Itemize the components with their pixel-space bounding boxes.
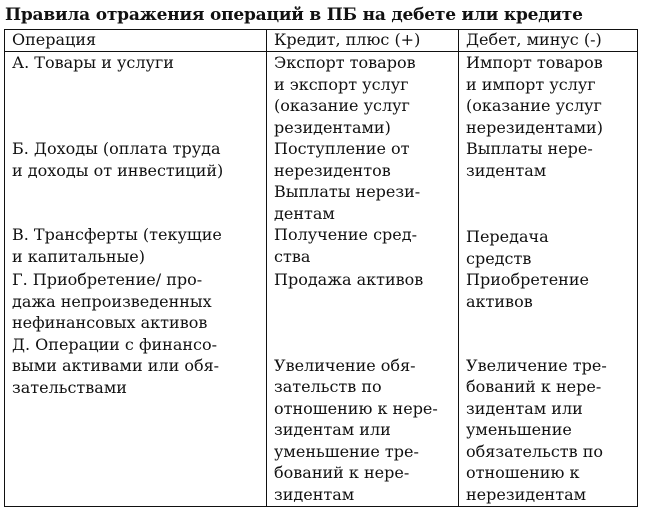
credit-cell: Увеличение обя- зательств по отношению к нере- зидентам или уменьшение тре- бований к нере- зидентам xyxy=(267,334,459,507)
operation-cell: Г. Приобретение/ про- дажа непроизведенных нефинансовых активов xyxy=(5,269,267,334)
credit-cell: Экспорт товаров и экспорт услуг (оказание услуг резидентами) xyxy=(267,52,459,139)
table-row xyxy=(5,52,638,139)
table-row xyxy=(5,334,638,507)
credit-cell: Получение сред- ства xyxy=(267,224,459,269)
operation-cell: В. Трансферты (текущие и капитальные) xyxy=(5,224,267,269)
table-row xyxy=(5,224,638,269)
debit-cell: Приобретение активов xyxy=(459,269,638,334)
operation-cell: Д. Операции с финансо- выми активами или обя- зательствами xyxy=(5,334,267,507)
table-header-row xyxy=(5,30,638,52)
header-debit: Дебет, минус (-) xyxy=(459,30,638,52)
debit-cell: Выплаты нере- зидентам xyxy=(459,138,638,224)
operation-cell: А. Товары и услуги xyxy=(5,52,267,139)
debit-cell: Импорт товаров и импорт услуг (оказание услуг нерезидентами) xyxy=(459,52,638,139)
credit-cell: Продажа активов xyxy=(267,269,459,334)
table-row xyxy=(5,269,638,334)
debit-cell: Увеличение тре- бований к нере- зидентам или уменьшение обязательств по отношению к нерезидентам xyxy=(459,334,638,507)
header-operation: Операция xyxy=(5,30,267,52)
operation-cell: Б. Доходы (оплата труда и доходы от инвестиций) xyxy=(5,138,267,224)
page-title: Правила отражения операций в ПБ на дебете или кредите xyxy=(5,5,583,25)
header-credit: Кредит, плюс (+) xyxy=(267,30,459,52)
debit-cell: Передача средств xyxy=(459,224,638,269)
table-row xyxy=(5,138,638,224)
credit-cell: Поступление от нерезидентов Выплаты нерези- дентам xyxy=(267,138,459,224)
operations-table xyxy=(4,29,638,507)
